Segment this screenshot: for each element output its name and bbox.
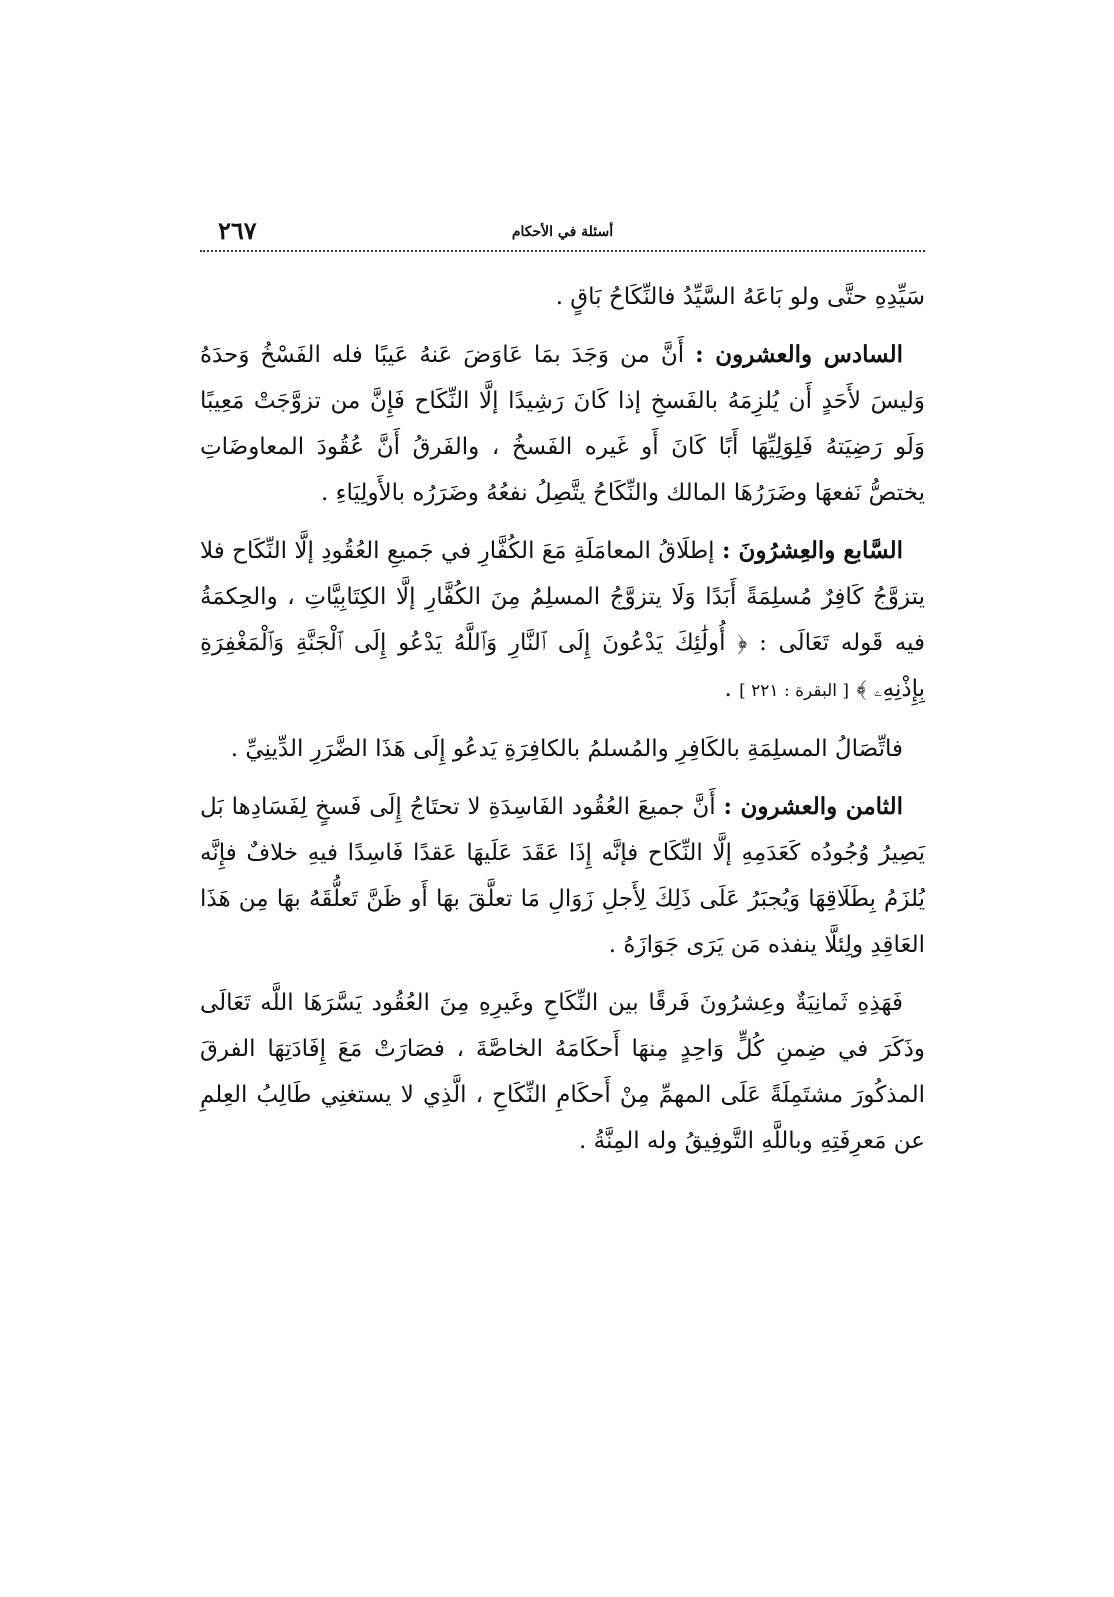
paragraph-twenty-eighth [200, 784, 925, 968]
paragraph-heading: السَّابع والعِشرُونَ : [721, 537, 903, 564]
paragraph-consequence [200, 726, 925, 772]
paragraph-twenty-sixth [200, 332, 925, 516]
paragraph-text: أَنَّ جميعَ العُقُود الفَاسِدَةِ لا تحتَاجُ إِلَى فَسخٍ لِفَسَادِها بَل يَصِيرُ وُجُودُه كَعَدَمِهِ إلَّا النِّكَاح فإنَّه إِذَا عَقَدَ عَلَيهَا عَقدًا فَاسِدًا فيهِ خلافٌ فإِنَّه يُلزَمُ بِطَلَاقِهَا وَيُجبَرُ عَلَى ذَلِكَ لِأَجلِ زَوَالِ مَا تعلَّقَ بهَا أَو ظَنَّ تَعلُّقَهُ بهَا مِن هَذَا العَاقِدِ ولِئلَّا ينفذه مَن يَرَى جَوَازَهُ . [200, 794, 925, 958]
paragraph-conclusion [200, 980, 925, 1164]
paragraph-text: فَهَذِهِ ثَمانِيَةٌ وعِشرُونَ فَرقًا بين النِّكَاحِ وغَيرِهِ مِنَ العُقُود يَسَّرَهَا اللَّه تَعَالَى وذَكَرَ في ضِمنِ كُلٍّ وَاحِدٍ مِنهَا أَحكَامَهُ الخاصَّةَ ، فصَارَتْ مَعَ إِفَادَتِهَا الفرقَ المذكُورَ مشتَمِلَةً عَلَى المهمِّ مِنْ أَحكَامِ النِّكَاحِ ، الَّذِي لا يستغنِي طَالِبُ العِلمِ عن مَعرِفَتِهِ وباللَّهِ التَّوفِيقُ وله المِنَّةُ . [200, 990, 925, 1154]
body-text [200, 274, 925, 1164]
quran-verse: ﴿ أُولَٰئِكَ يَدْعُونَ إِلَى ٱلنَّارِ وَٱللَّهُ يَدْعُو إِلَى ٱلْجَنَّةِ وَٱلْمَغْفِرَةِ بِإِذْنِهِۦ ﴾ [200, 630, 925, 702]
paragraph-text: فاتِّصَالُ المسلِمَةِ بالكَافِرِ والمُسلمُ بالكافِرَةِ يَدعُو إِلَى هَذَا الضَّرَرِ الدِّينِيِّ . [230, 736, 903, 762]
verse-reference: [ البقرة : ٢٢١ ] [739, 681, 850, 701]
page-number: ٢٦٧ [218, 216, 257, 245]
running-title: أسئلة في الأحكام [511, 224, 614, 240]
paragraph-heading: الثامن والعشرون : [723, 793, 903, 820]
paragraph-text: سَيِّدِهِ حتَّى ولو بَاعَهُ السَّيِّدُ فالنِّكَاحُ بَاقٍ . [555, 284, 925, 310]
paragraph-end: . [724, 676, 740, 702]
paragraph-twenty-seventh [200, 528, 925, 714]
page [200, 212, 925, 1176]
paragraph-continuation [200, 274, 925, 320]
running-header [200, 212, 925, 252]
paragraph-text: إطلَاقُ المعامَلَةِ مَعَ الكُفَّارِ في جَميعِ العُقُودِ إلَّا النِّكَاح فلا يتزوَّجُ كَافِرٌ مُسلِمَةً أَبَدًا وَلَا يتزوَّجُ المسلِمُ مِنَ الكُفَّارِ إلَّا الكِتَابِيَّاتِ ، والحِكمَةُ فيه قَوله تَعَالَى : [200, 538, 925, 656]
paragraph-heading: السادس والعشرون : [695, 341, 903, 368]
paragraph-text: أَنَّ من وَجَدَ بمَا عَاوَضَ عَنهُ عَيبًا فله الفَسْخُ وَحدَهُ وَليسَ لأَحَدٍ أَن يُلزِمَهُ بالفَسخِ إذا كَانَ رَشِيدًا إلَّا النِّكَاح فَإِنَّ من تزوَّجَتْ مَعِيبًا وَلَو رَضِيَتهُ فَلِوَلِيِّهَا أَبًا كَانَ أَو غَيره الفَسخُ ، والفَرقُ أَنَّ عُقُودَ المعاوضَاتِ يختصُّ نَفعهَا وضَرَرُهَا المالك والنِّكَاحُ يتَّصِلُ نفعُهُ وضَرَرُه بالأَولِيَاءِ . [200, 342, 925, 506]
